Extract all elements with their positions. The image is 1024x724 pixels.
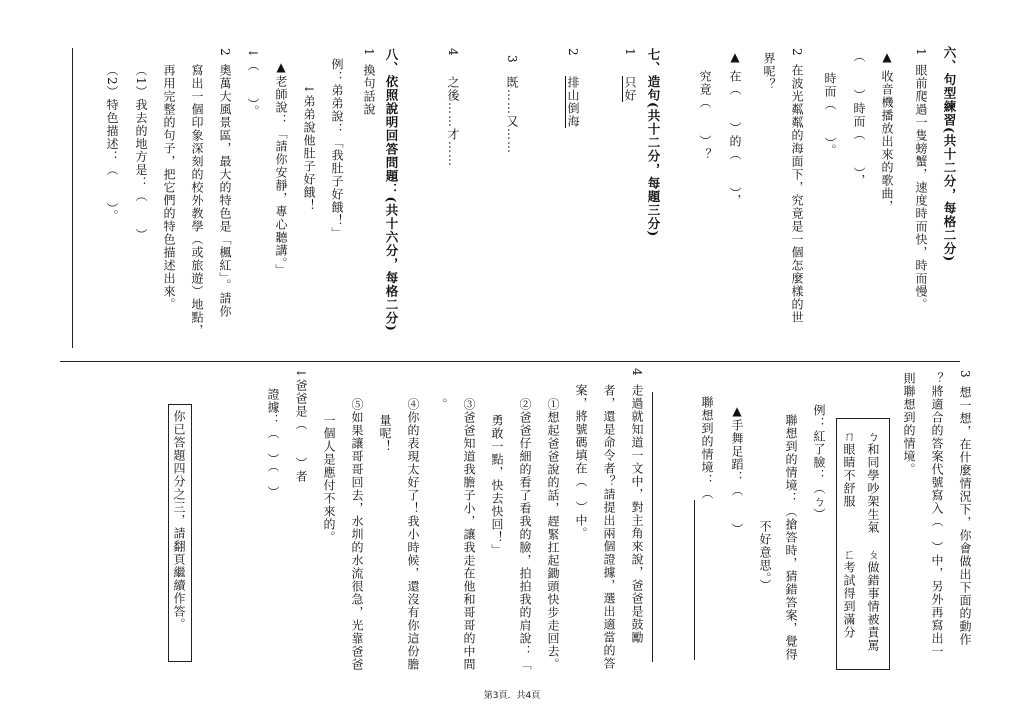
sec8-q4-option-2: ②爸爸仔細的看了看我的臉，拍拍我的肩說：「 [518,398,532,671]
sec6-q3-example: 例：紅了臉：（ㄅ） [812,404,826,521]
sec6-q3-example-context-end: 不好意思。） [758,520,772,592]
sec7-q2-number: 2 [566,48,580,57]
sec8-q4-text-cont2: 案，將號碼填在（ ）中。 [574,384,588,540]
sec6-q3-number: 3 [958,370,972,379]
sec6-q2-text-cont: 界呢？ [762,52,776,91]
sec8-q1-number: 1 [362,48,376,57]
sec6-q3-text: 想一想，在什麼情況下，你會做出下面的動作 [958,386,972,646]
sec8-q2-blank-place[interactable]: （1）我去的地方是：（ ） [134,64,148,242]
sec8-q4-option-5: ⑤如果讓哥哥回去，水圳的水流很急，光靠爸爸 [350,398,364,671]
sec8-q2-blank-feature[interactable]: （2）特色描述：（ ）。 [105,64,119,223]
sec6-q3-example-context: 聯想到的情境：（搶答時，猜錯答案，覺得 [784,414,798,661]
sec6-q3-text-cont: ？將適合的答案代號寫入（ ）中，另外再寫出一 [930,372,944,658]
sec7-q3-word: 既……又…… [505,76,519,154]
sec6-q3-text-cont2: 則聯想到的情境。 [902,372,916,476]
sec7-heading: 七、造句(共十二分，每題三分) [646,48,661,238]
sec8-q2-number: 2 [218,48,232,57]
sec8-q4-option-3: ③爸爸知道我膽子小，讓我走在他和哥哥的中間 [462,398,476,671]
sec6-q2-number: 2 [790,48,804,57]
sec6-q1-prompt: ▲ 收音機播放出來的歌曲， [880,50,894,213]
sec8-q1-example-answer: ↓弟弟說他肚子好餓！ [302,84,316,213]
sec7-q4-number: 4 [446,48,460,57]
sec8-q4-margin-line [652,392,653,662]
sec8-q4-text: 走過就知道一文中，對主角來說，爸爸是鼓勵 [630,384,644,644]
sec7-q1-word: 只好 [623,76,637,102]
sec8-q2-text-cont: 寫出一個印象深刻的校外教學（或旅遊）地點， [190,64,204,337]
continue-note: 你已答題四分之三，請翻頁繼續作答。 [172,410,186,631]
page-footer: 第3頁．共4頁 [483,691,541,701]
sec6-q1-blank-line2[interactable]: 時而（ ）。 [823,72,837,157]
sec8-q2-text-cont2: 再用完整的句子，把它們的特色描述出來。 [162,64,176,311]
sec7-q4-word: 之後……才…… [446,76,460,167]
sec6-q2-text: 在波光粼粼的海面下，究竟是一個怎麼樣的世 [790,64,804,324]
option-p: ㄆ做錯事情被責罵 [866,548,880,652]
sec8-q4-option-3-cont: 。 [434,398,448,411]
sec8-q4-number: 4 [630,368,644,377]
sec8-q4-option-5-cont: 一個人是應付不來的。 [322,414,336,544]
sec8-q4-answer-role[interactable]: ↓爸爸是（ ）者 [294,368,308,484]
sec8-q1-title: 換句話說 [362,64,376,116]
sec6-q3-prompt[interactable]: ▲手舞足蹈：（ ） [730,404,744,536]
option-b: ㄅ和同學吵架生氣 [866,430,880,534]
sec7-q3-number: 3 [505,55,519,64]
sec8-q4-option-2-cont: 勇敢一點，快去快回！」 [490,414,504,557]
sec6-answer-line [694,500,695,660]
option-f: ㄈ考試得到滿分 [842,548,856,639]
sec8-q4-option-4: ④你的表現太好了！我小時候，還沒有你這份膽 [406,398,420,671]
sec8-q4-text-cont: 者，還是命令者？請提出兩個證據，選出適當的答 [602,384,616,670]
sec8-q4-answer-evidence[interactable]: 證據：（ ）（ ） [266,388,280,499]
option-m: ㄇ眼睛不舒服 [842,430,856,508]
sec8-q1-example: 例：弟弟說：「我肚子好餓！」 [330,58,344,240]
sec7-q2-word: 排山倒海 [566,76,580,128]
sec6-heading: 六、句型練習(共十二分，每格二分) [942,46,957,263]
page-divider [60,361,960,362]
sec8-q4-option-1: ①想起爸爸說的話，趕緊扛起鋤頭快步走回去。 [546,398,560,671]
sec6-q1-text: 眼前爬過一隻螃蟹，速度時而快，時而慢。 [914,64,928,311]
sec6-q2-prompt[interactable]: ▲ 在（ ）的（ ）， [728,50,742,207]
sec8-q4-option-4-cont: 量呢！ [378,414,392,453]
sec8-q1-blank[interactable]: ↓（ ）。 [246,48,260,119]
sec6-q2-blank[interactable]: 究竟（ ）？ [698,70,712,161]
sec7-q1-number: 1 [623,48,637,57]
sec8-heading: 八、依照說明回答問題：(共十六分，每格二分) [384,48,399,332]
sec6-q1-number: 1 [914,48,928,57]
sec6-q3-context-blank[interactable]: 聯想到的情境：（ [700,396,714,500]
sec6-q1-blank-line1[interactable]: （ ）時而（ ）， [852,50,866,187]
sec8-q2-text: 奧萬大風景區，最大的特色是「楓紅」。請你 [218,64,232,318]
answer-line [72,48,73,348]
sec8-q1-prompt: ▲老師說：「請你安靜，專心聽講。」 [274,60,288,277]
